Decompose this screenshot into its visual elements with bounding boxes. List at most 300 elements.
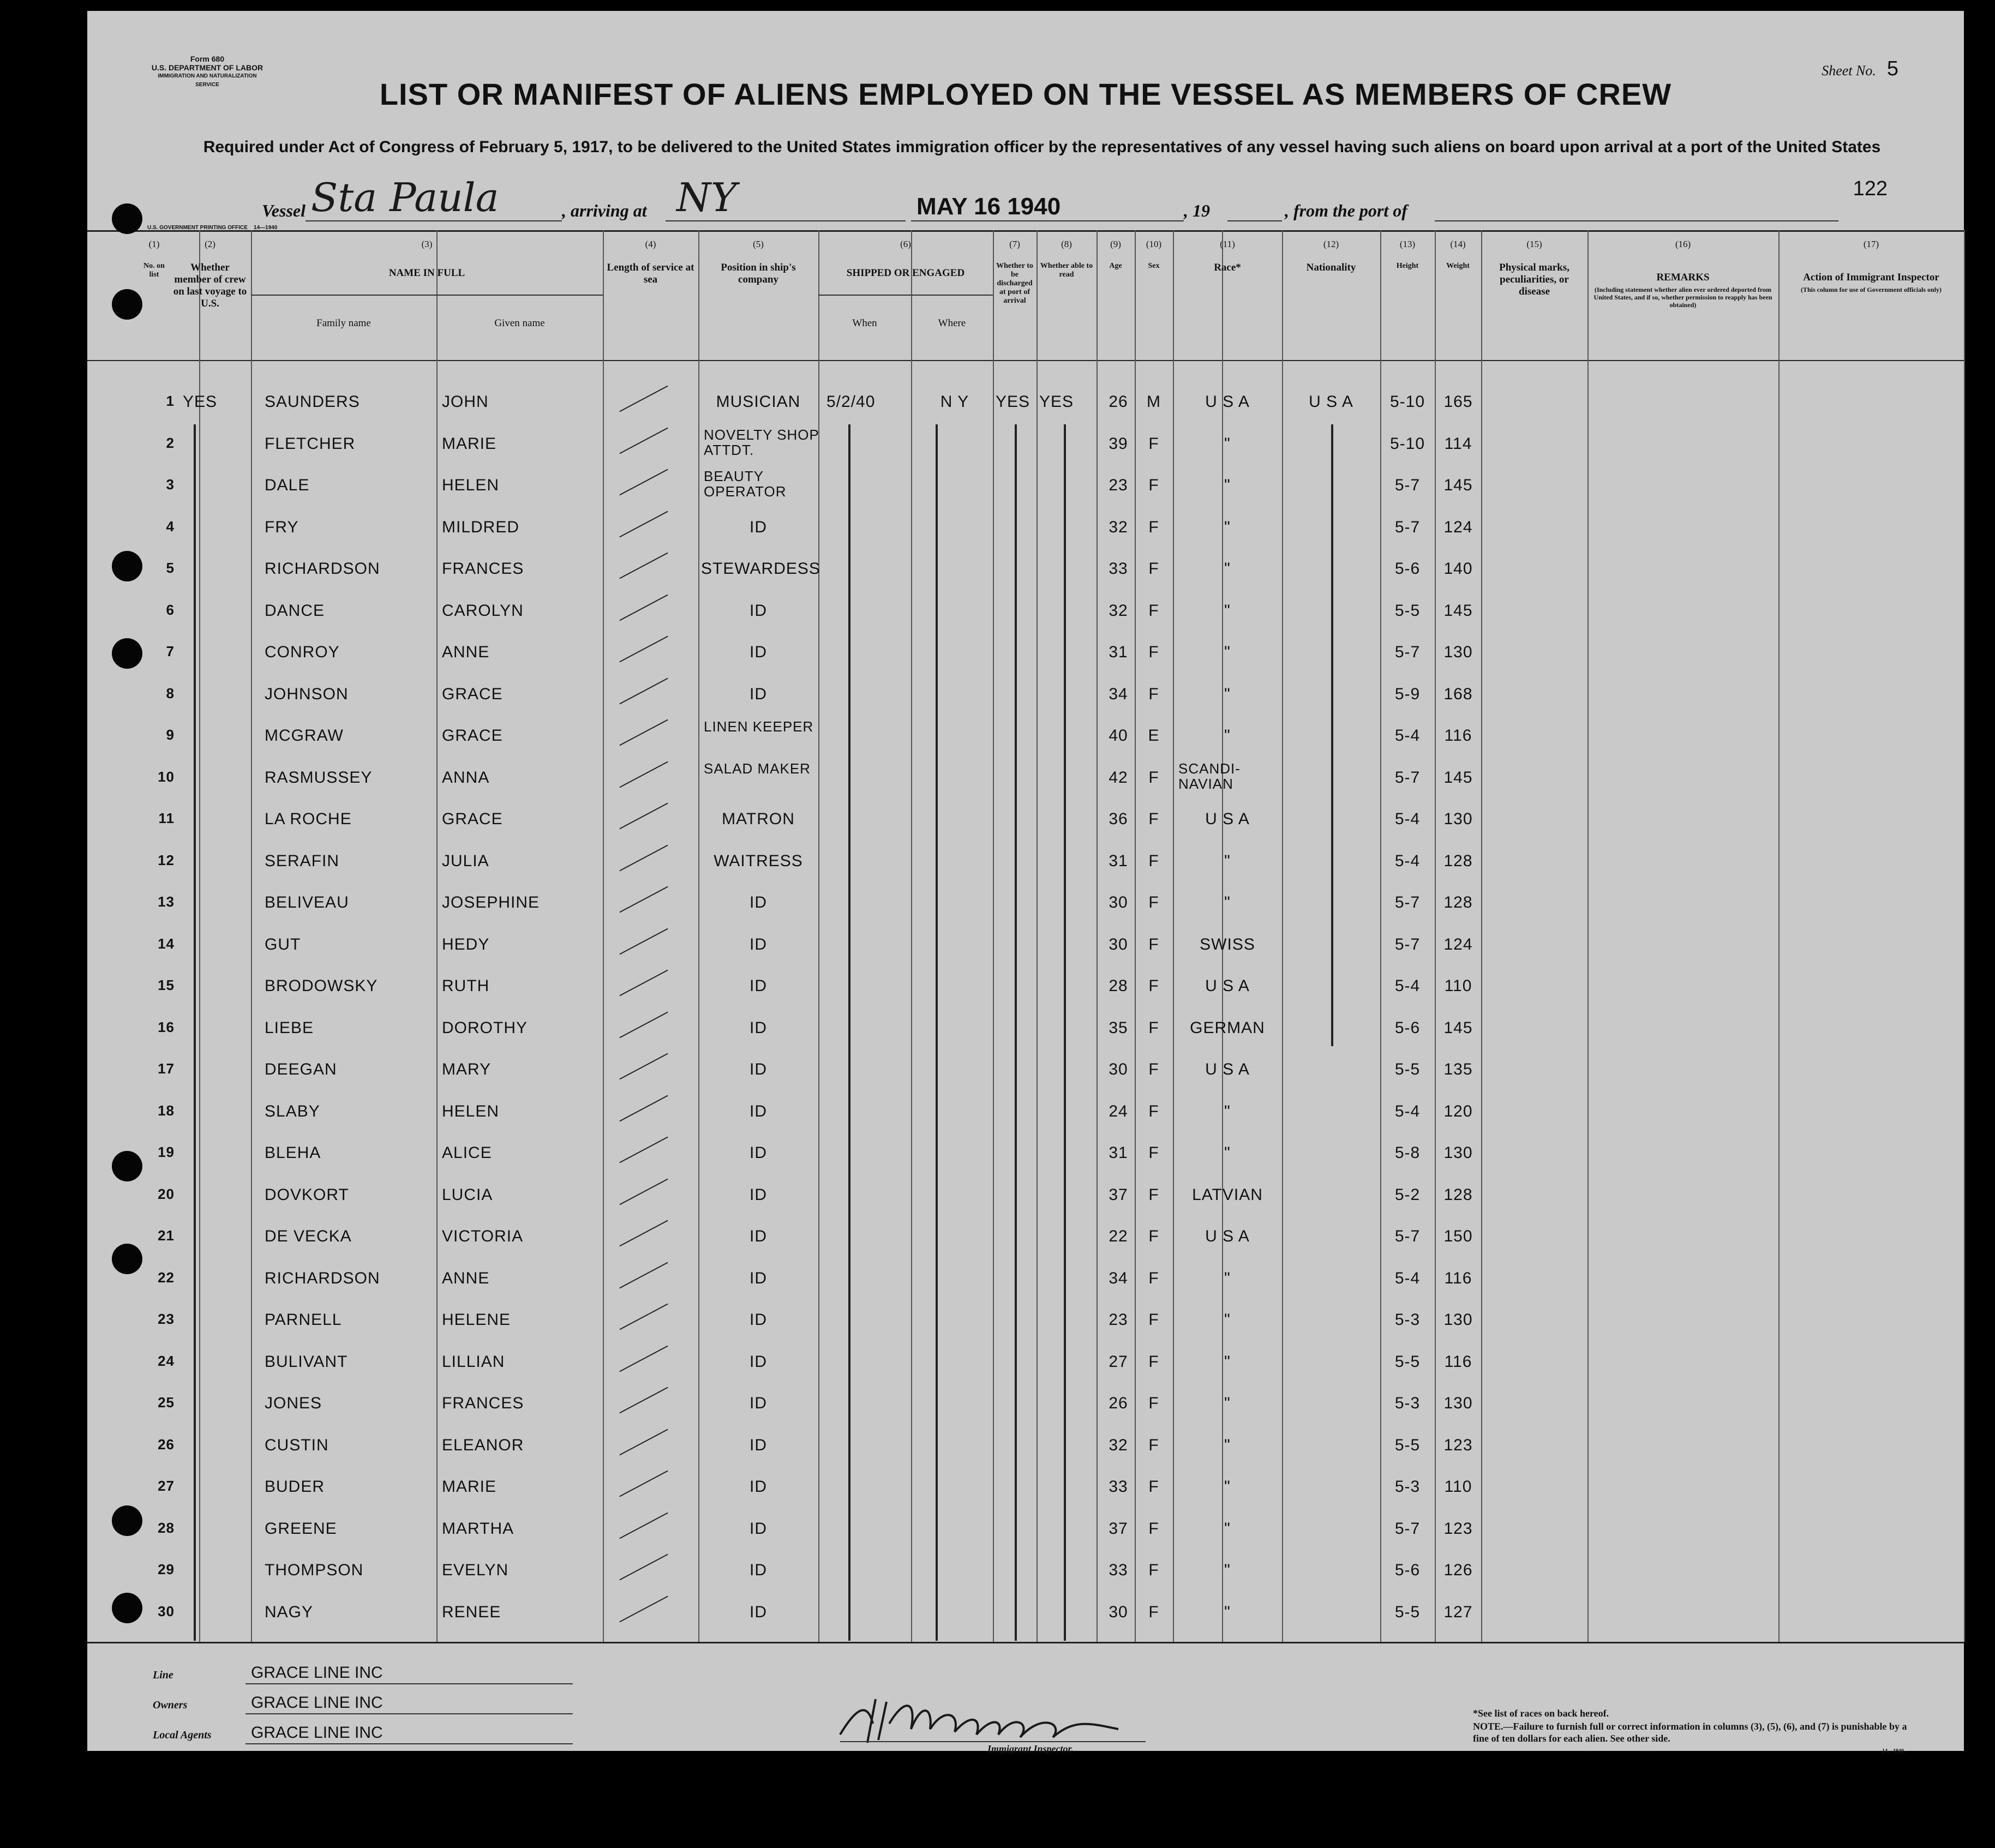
column-divider: [1282, 230, 1283, 1642]
sex: F: [1148, 643, 1159, 661]
race: ": [1224, 1478, 1231, 1496]
position: ID: [750, 1102, 767, 1120]
service-tick: [619, 677, 668, 704]
age: 33: [1109, 560, 1128, 578]
sex: F: [1148, 685, 1159, 703]
age: 31: [1109, 851, 1128, 870]
column-number: (14): [1450, 239, 1466, 249]
height: 5-2: [1394, 1185, 1421, 1204]
sex: F: [1148, 601, 1159, 620]
given-name: MARIE: [442, 434, 497, 453]
column-note: (Including statement whether alien ever ordered deported from United States, and if so, whether permission to reapply has been obtained): [1593, 286, 1772, 309]
row-number: 14: [158, 935, 175, 952]
shipped-where: N Y: [940, 393, 969, 411]
family-name: JONES: [265, 1394, 322, 1412]
position: ID: [750, 643, 767, 661]
family-name: FRY: [265, 518, 299, 536]
family-name: RICHARDSON: [265, 560, 380, 578]
given-name: DOROTHY: [442, 1018, 528, 1037]
column-number: (12): [1323, 239, 1339, 249]
owners-label: Owners: [153, 1699, 188, 1711]
age: 32: [1109, 1436, 1128, 1454]
given-name: ANNE: [442, 1269, 490, 1287]
given-name: JOSEPHINE: [442, 893, 540, 911]
column-number: (16): [1675, 239, 1691, 249]
column-divider: [251, 230, 252, 1642]
weight: 130: [1443, 810, 1473, 828]
column-divider: [603, 230, 604, 1642]
sex: F: [1148, 810, 1159, 828]
row-number: 11: [158, 810, 175, 826]
binder-hole: [112, 638, 142, 669]
column-number: (10): [1146, 239, 1162, 249]
position: SALAD MAKER: [704, 760, 811, 777]
ditto-line: [1015, 424, 1017, 1641]
row-number: 1: [166, 393, 175, 409]
height: 5-5: [1394, 1436, 1421, 1454]
family-name: CONROY: [265, 643, 340, 661]
weight: 150: [1443, 1227, 1473, 1245]
column-note: (This column for use of Government officials only): [1800, 286, 1942, 293]
header-subdivider: [251, 295, 603, 296]
position: ID: [750, 601, 767, 620]
ditto-line: [194, 424, 196, 1641]
position: ID: [750, 1519, 767, 1538]
family-name: BULIVANT: [265, 1352, 348, 1371]
race: ": [1224, 851, 1231, 870]
binder-hole: [112, 203, 142, 234]
age: 33: [1109, 1561, 1128, 1579]
service-tick: [619, 427, 668, 454]
manifest-sheet: [87, 11, 1964, 1754]
column-divider: [1964, 230, 1965, 1642]
ditto-line: [1064, 424, 1066, 1641]
height: 5-3: [1394, 1394, 1421, 1412]
given-name: MARIE: [442, 1478, 497, 1496]
ditto-line: [848, 424, 850, 1641]
service-tick: [619, 1554, 668, 1581]
row-number: 4: [166, 518, 175, 535]
weight: 127: [1443, 1603, 1473, 1621]
column-header: SHIPPED OR ENGAGED: [846, 267, 965, 279]
family-name: JOHNSON: [265, 685, 349, 703]
family-name: DEEGAN: [265, 1060, 337, 1078]
row-number: 30: [158, 1603, 175, 1619]
row-number: 3: [166, 476, 175, 493]
sex: F: [1148, 1060, 1159, 1078]
family-name: DE VECKA: [265, 1227, 352, 1245]
races-note: *See list of races on back hereof.: [1473, 1708, 1609, 1719]
family-name: DANCE: [265, 601, 325, 620]
service-tick: [619, 803, 668, 830]
given-name: JULIA: [442, 851, 489, 870]
height: 5-7: [1394, 893, 1421, 911]
column-divider: [1097, 230, 1098, 1642]
age: 22: [1109, 1227, 1128, 1245]
page-subtitle: Required under Act of Congress of February 5, 1917, to be delivered to the United States immigration officer by the representatives of any vessel having such aliens on board upon arrival at a port of the United States: [203, 138, 1881, 156]
row-number: 16: [158, 1018, 175, 1035]
sex: M: [1147, 393, 1161, 411]
column-header: Race*: [1214, 262, 1241, 273]
sex: F: [1148, 851, 1159, 870]
family-name: LIEBE: [265, 1018, 314, 1037]
service-tick: [619, 886, 668, 913]
row-number: 20: [158, 1185, 175, 1202]
age: 34: [1109, 685, 1128, 703]
position: ID: [750, 518, 767, 536]
form-number: Form 680: [190, 55, 225, 63]
position: ID: [750, 1394, 767, 1412]
given-name: MARY: [442, 1060, 492, 1078]
column-header: Weight: [1446, 262, 1470, 270]
service-tick: [619, 1345, 668, 1372]
service-tick: [619, 1053, 668, 1080]
column-divider: [1037, 230, 1038, 1642]
weight: 140: [1443, 560, 1473, 578]
given-name: HEDY: [442, 935, 490, 953]
weight: 116: [1444, 1352, 1472, 1371]
age: 23: [1109, 476, 1128, 494]
vessel-line: [262, 175, 1844, 229]
header-bottom-rule: [87, 360, 1964, 361]
weight: 130: [1443, 643, 1473, 661]
service-tick: [619, 1178, 668, 1205]
family-name: LA ROCHE: [265, 810, 352, 828]
weight: 145: [1443, 476, 1473, 494]
position: WAITRESS: [714, 851, 803, 870]
column-subheader: When: [852, 317, 877, 329]
given-name: HELENE: [442, 1311, 511, 1329]
position: ID: [750, 977, 767, 995]
given-name: LILLIAN: [442, 1352, 505, 1371]
family-name: BUDER: [265, 1478, 325, 1496]
sex: F: [1148, 977, 1159, 995]
age: 26: [1109, 1394, 1128, 1412]
height: 5-4: [1394, 810, 1421, 828]
race: ": [1224, 1436, 1231, 1454]
age: 28: [1109, 977, 1128, 995]
column-number: (15): [1526, 239, 1542, 249]
shipped-when: 5/2/40: [826, 393, 876, 411]
crew-last-voyage: YES: [183, 393, 218, 411]
row-number: 23: [158, 1311, 175, 1327]
weight: 145: [1443, 601, 1473, 620]
sex: F: [1148, 1227, 1159, 1245]
position: BEAUTY OPERATOR: [704, 468, 787, 500]
position: ID: [750, 1060, 767, 1078]
height: 5-4: [1394, 1102, 1421, 1120]
race: ": [1224, 434, 1231, 453]
race: ": [1224, 1311, 1231, 1329]
row-number: 24: [158, 1352, 175, 1369]
race: ": [1224, 685, 1231, 703]
binder-hole: [112, 289, 142, 320]
column-header: Whether able to read: [1040, 262, 1093, 279]
column-divider: [199, 230, 200, 1642]
from-port-label: , from the port of: [1285, 201, 1407, 220]
sex: F: [1148, 768, 1159, 787]
column-number: (17): [1863, 239, 1879, 249]
row-number: 2: [166, 434, 175, 451]
family-name: DALE: [265, 476, 310, 494]
height: 5-9: [1394, 685, 1421, 703]
height: 5-4: [1394, 727, 1421, 745]
column-header: REMARKS: [1656, 272, 1710, 283]
column-divider: [1173, 230, 1174, 1642]
weight: 165: [1443, 393, 1473, 411]
given-name: VICTORIA: [442, 1227, 524, 1245]
column-header: Age: [1109, 262, 1122, 270]
given-name: RUTH: [442, 977, 490, 995]
binder-hole: [112, 551, 142, 581]
service-tick: [619, 553, 668, 579]
family-name: PARNELL: [265, 1311, 342, 1329]
weight: 130: [1443, 1394, 1473, 1412]
agents-label: Local Agents: [153, 1729, 212, 1741]
sex: F: [1148, 1144, 1159, 1162]
nationality: U S A: [1309, 393, 1353, 411]
given-name: LUCIA: [442, 1185, 493, 1204]
row-number: 5: [166, 560, 175, 576]
race: ": [1224, 1561, 1231, 1579]
family-name: GREENE: [265, 1519, 337, 1538]
service-tick: [619, 636, 668, 663]
row-number: 19: [158, 1144, 175, 1160]
position: ID: [750, 1018, 767, 1037]
height: 5-4: [1394, 977, 1421, 995]
agents-value: GRACE LINE INC: [251, 1724, 383, 1742]
column-number: (3): [421, 239, 433, 249]
sex: F: [1148, 1394, 1159, 1412]
age: 32: [1109, 518, 1128, 536]
sheet-value: 5: [1886, 57, 1898, 80]
race: LATVIAN: [1192, 1185, 1263, 1204]
penalty-note: NOTE.—Failure to furnish full or correct information in columns (3), (5), (6), and (7) is punishable by a fine of ten dollars for each alien. See other side.: [1473, 1721, 1907, 1744]
position: ID: [750, 893, 767, 911]
row-number: 28: [158, 1519, 175, 1536]
weight: 128: [1443, 1185, 1473, 1204]
age: 37: [1109, 1185, 1128, 1204]
service-tick: [619, 719, 668, 746]
binder-hole: [112, 1505, 142, 1536]
age: 40: [1109, 727, 1128, 745]
weight: 116: [1444, 1269, 1472, 1287]
given-name: ELEANOR: [442, 1436, 524, 1454]
sex: F: [1148, 1185, 1159, 1204]
table-bottom-rule: [87, 1642, 1964, 1643]
age: 39: [1109, 434, 1128, 453]
service-tick: [619, 469, 668, 496]
column-header: NAME IN FULL: [388, 267, 465, 279]
weight: 128: [1443, 893, 1473, 911]
height: 5-4: [1394, 851, 1421, 870]
line-label: Line: [153, 1669, 173, 1681]
height: 5-4: [1394, 1269, 1421, 1287]
sex: F: [1148, 1436, 1159, 1454]
position: LINEN KEEPER: [704, 718, 814, 735]
race: SWISS: [1200, 935, 1255, 953]
page-number: 122: [1853, 177, 1888, 200]
column-header: Nationality: [1306, 262, 1356, 273]
service-tick: [619, 1595, 668, 1622]
family-name: SAUNDERS: [265, 393, 360, 411]
family-name: BELIVEAU: [265, 893, 349, 911]
position: ID: [750, 1144, 767, 1162]
column-number: (1): [148, 239, 160, 249]
age: 24: [1109, 1102, 1128, 1120]
column-divider: [993, 230, 994, 1642]
column-subheader: Given name: [494, 317, 545, 329]
age: 33: [1109, 1478, 1128, 1496]
service-tick: [619, 386, 668, 412]
position: ID: [750, 1352, 767, 1371]
sex: F: [1148, 476, 1159, 494]
column-number: (6): [900, 239, 911, 249]
given-name: HELEN: [442, 1102, 500, 1120]
service-tick: [619, 1512, 668, 1539]
row-number: 29: [158, 1561, 175, 1577]
height: 5-5: [1394, 1060, 1421, 1078]
race: ": [1224, 893, 1231, 911]
weight: 168: [1443, 685, 1473, 703]
age: 30: [1109, 1603, 1128, 1621]
ditto-line: [1331, 424, 1333, 1046]
row-number: 6: [166, 601, 175, 618]
given-name: MILDRED: [442, 518, 520, 536]
given-name: FRANCES: [442, 560, 524, 578]
race: U S A: [1205, 393, 1250, 411]
binder-hole: [112, 1244, 142, 1274]
height: 5-7: [1394, 1227, 1421, 1245]
age: 34: [1109, 1269, 1128, 1287]
service-tick: [619, 594, 668, 621]
age: 30: [1109, 935, 1128, 953]
column-number: (2): [205, 239, 215, 249]
weight: 128: [1443, 851, 1473, 870]
family-name: BLEHA: [265, 1144, 321, 1162]
arriving-at: NY: [676, 175, 737, 220]
given-name: EVELYN: [442, 1561, 509, 1579]
weight: 145: [1443, 1018, 1473, 1037]
height: 5-7: [1394, 1519, 1421, 1538]
date-stamp: MAY 16 1940: [916, 193, 1061, 220]
sex: F: [1148, 1519, 1159, 1538]
department-name: U.S. DEPARTMENT OF LABOR: [151, 63, 263, 72]
sex: F: [1148, 560, 1159, 578]
given-name: ANNE: [442, 643, 490, 661]
height: 5-5: [1394, 1352, 1421, 1371]
weight: 116: [1444, 727, 1472, 745]
height: 5-6: [1394, 1561, 1421, 1579]
column-subheader: Where: [938, 317, 966, 329]
column-header: Sex: [1148, 262, 1160, 270]
age: 26: [1109, 393, 1128, 411]
position: MATRON: [722, 810, 795, 828]
position: ID: [750, 1436, 767, 1454]
sex: F: [1148, 1352, 1159, 1371]
race: U S A: [1205, 977, 1250, 995]
height: 5-3: [1394, 1311, 1421, 1329]
given-name: JOHN: [442, 393, 489, 411]
position: ID: [750, 1478, 767, 1496]
race: ": [1224, 1102, 1231, 1120]
age: 35: [1109, 1018, 1128, 1037]
service-tick: [619, 970, 668, 997]
sex: E: [1148, 727, 1160, 745]
race: U S A: [1205, 1060, 1250, 1078]
given-name: CAROLYN: [442, 601, 524, 620]
race: U S A: [1205, 1227, 1250, 1245]
weight: 123: [1443, 1436, 1473, 1454]
printing-office: U.S. GOVERNMENT PRINTING OFFICE 14—1940: [147, 225, 278, 231]
binder-hole: [112, 1593, 142, 1623]
weight: 123: [1443, 1519, 1473, 1538]
column-header: Physical marks, peculiarities, or disease: [1499, 262, 1569, 297]
service-name: IMMIGRATION AND NATURALIZATION SERVICE: [158, 73, 257, 88]
race: GERMAN: [1190, 1018, 1265, 1037]
shipped-subdivider: [911, 296, 912, 1642]
given-name: ANNA: [442, 768, 490, 787]
race: ": [1224, 1603, 1231, 1621]
family-name: FLETCHER: [265, 434, 356, 453]
race: ": [1224, 1144, 1231, 1162]
row-number: 7: [166, 643, 175, 659]
weight: 126: [1443, 1561, 1473, 1579]
sex: F: [1148, 434, 1159, 453]
column-number: (5): [753, 239, 764, 249]
header-top-rule: [87, 230, 1964, 232]
family-name: MCGRAW: [265, 727, 344, 745]
column-divider: [1587, 230, 1589, 1642]
column-header: Position in ship's company: [721, 262, 796, 285]
row-number: 15: [158, 977, 175, 993]
column-header: Action of Immigrant Inspector: [1803, 272, 1939, 283]
sex: F: [1148, 935, 1159, 953]
given-name: HELEN: [442, 476, 500, 494]
weight: 130: [1443, 1311, 1473, 1329]
ditto-line: [936, 424, 938, 1641]
family-name: SLABY: [265, 1102, 320, 1120]
family-name: CUSTIN: [265, 1436, 329, 1454]
sex: F: [1148, 1102, 1159, 1120]
column-divider: [1481, 230, 1482, 1642]
row-number: 10: [158, 768, 175, 785]
service-tick: [619, 1471, 668, 1497]
service-tick: [619, 928, 668, 955]
row-number: 22: [158, 1269, 175, 1286]
position: ID: [750, 1603, 767, 1621]
race: ": [1224, 1352, 1231, 1371]
height: 5-10: [1389, 434, 1425, 453]
binder-hole: [112, 1151, 142, 1181]
name-subdivider: [436, 296, 438, 1642]
position: MUSICIAN: [716, 393, 801, 411]
height: 5-6: [1394, 1018, 1421, 1037]
sex: F: [1148, 893, 1159, 911]
sheet-label: Sheet No.: [1822, 63, 1876, 79]
header-subdivider: [818, 295, 993, 296]
column-divider: [1778, 230, 1780, 1642]
age: 31: [1109, 1144, 1128, 1162]
service-tick: [619, 1220, 668, 1247]
race: ": [1224, 601, 1231, 620]
column-number: (13): [1399, 239, 1416, 249]
weight: 124: [1443, 935, 1473, 953]
family-name: DOVKORT: [265, 1185, 349, 1204]
sex: F: [1148, 1603, 1159, 1621]
race: ": [1224, 1519, 1231, 1538]
weight: 135: [1443, 1060, 1473, 1078]
